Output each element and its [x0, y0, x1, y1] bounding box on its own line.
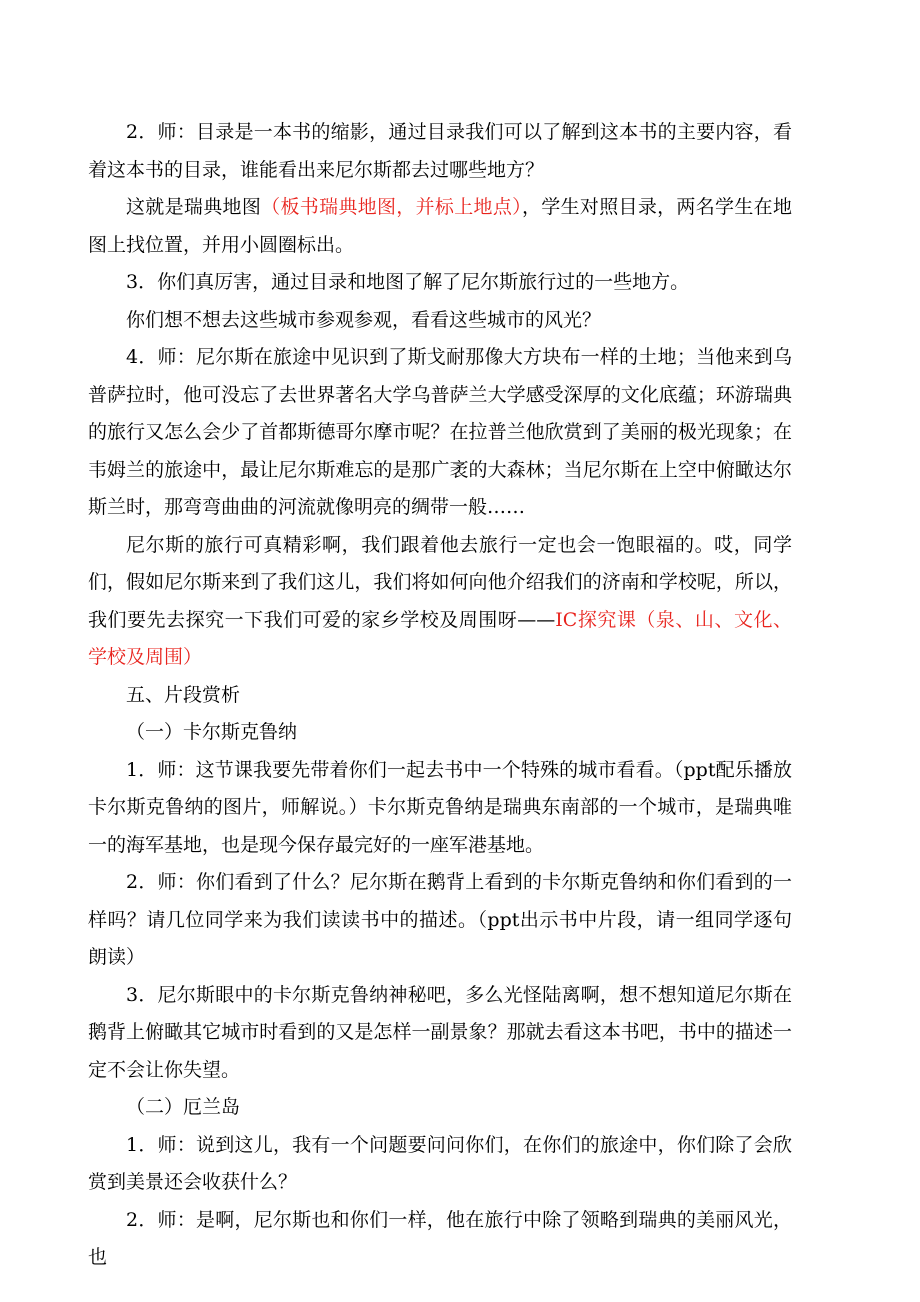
paragraph-text: 2．师：你们看到了什么？尼尔斯在鹅背上看到的卡尔斯克鲁纳和你们看到的一样吗？请几位同学来为我们读读书中的描述。（ppt出示书中片段，请一组同学逐句朗读） [88, 871, 792, 968]
paragraph-text: 1．师：说到这儿，我有一个问题要问问你们，在你们的旅途中，你们除了会欣赏到美景还会收获什么？ [88, 1133, 792, 1193]
paragraph-text: 你们想不想去这些城市参观参观，看看这些城市的风光？ [126, 308, 602, 331]
paragraph-karlskrona-1 [88, 752, 792, 865]
paragraph-text: 尼尔斯的旅行可真精彩啊，我们跟着他去旅行一定也会一饱眼福的。哎，同学们，假如尼尔斯来到了我们这儿，我们将如何向他介绍我们的济南和学校呢，所以，我们要先去探究一下我们可爱的家乡学校及周围呀—— [88, 533, 792, 631]
paragraph-text: 这就是瑞典地图 [126, 196, 262, 218]
paragraph-text: 3．尼尔斯眼中的卡尔斯克鲁纳神秘吧，多么光怪陆离啊，想不想知道尼尔斯在鹅背上俯瞰其它城市时看到的又是怎样一副景象？那就去看这本书吧，书中的描述一定不会让你失望。 [88, 983, 792, 1081]
heading-text: （一）卡尔斯克鲁纳 [126, 721, 298, 743]
paragraph-karlskrona-3 [88, 977, 792, 1090]
subheading-oland [88, 1089, 792, 1127]
paragraph-text: 3．你们真厉害，通过目录和地图了解了尼尔斯旅行过的一些地方。 [126, 271, 690, 293]
heading-text: （二）厄兰岛 [126, 1096, 241, 1118]
subheading-karlskrona [88, 714, 792, 752]
paragraph-oland-1 [88, 1127, 792, 1202]
paragraph-text: 4．师：尼尔斯在旅途中见识到了斯戈耐那像大方块布一样的土地；当他来到乌普萨拉时，他可没忘了去世界著名大学乌普萨兰大学感受深厚的文化底蕴；环游瑞典的旅行又怎么会少了首都斯德哥尔摩市呢？在拉普兰他欣赏到了美丽的极光现象；在韦姆兰的旅途中，最让尼尔斯难忘的是那广袤的大森林；当尼尔斯在上空中俯瞰达尔斯兰时，那弯弯曲曲的河流就像明亮的绸带一般…… [88, 346, 792, 518]
paragraph-sweden-map [88, 189, 792, 264]
paragraph-text: 2．师：目录是一本书的缩影，通过目录我们可以了解到这本书的主要内容，看着这本书的目录，谁能看出来尼尔斯都去过哪些地方？ [88, 121, 792, 181]
paragraph-item-4 [88, 339, 792, 527]
paragraph-text: ，学生对照目录，两名学生在地图上找位置，并用小圆圈标出。 [88, 196, 792, 256]
section-heading-five [88, 677, 792, 715]
paragraph-text: 2．师：是啊，尼尔斯也和你们一样，他在旅行中除了领略到瑞典的美丽风光，也 [88, 1208, 792, 1268]
paragraph-karlskrona-2 [88, 864, 792, 977]
paragraph-oland-2 [88, 1202, 792, 1277]
paragraph-table-of-contents [88, 114, 792, 189]
heading-text: 五、片段赏析 [126, 683, 241, 706]
paragraph-ic-course [88, 527, 792, 677]
ic-course-highlight: IC探究课（泉、山、文化、学校及周围） [88, 608, 792, 668]
board-note-highlight: （板书瑞典地图，并标上地点） [261, 196, 522, 218]
paragraph-text: 1．师：这节课我要先带着你们一起去书中一个特殊的城市看看。（ppt配乐播放卡尔斯克鲁纳的图片，师解说。）卡尔斯克鲁纳是瑞典东南部的一个城市，是瑞典唯一的海军基地，也是现今保存最完好的一座军港基地。 [88, 758, 792, 856]
paragraph-item-3 [88, 264, 792, 302]
paragraph-question [88, 302, 792, 340]
